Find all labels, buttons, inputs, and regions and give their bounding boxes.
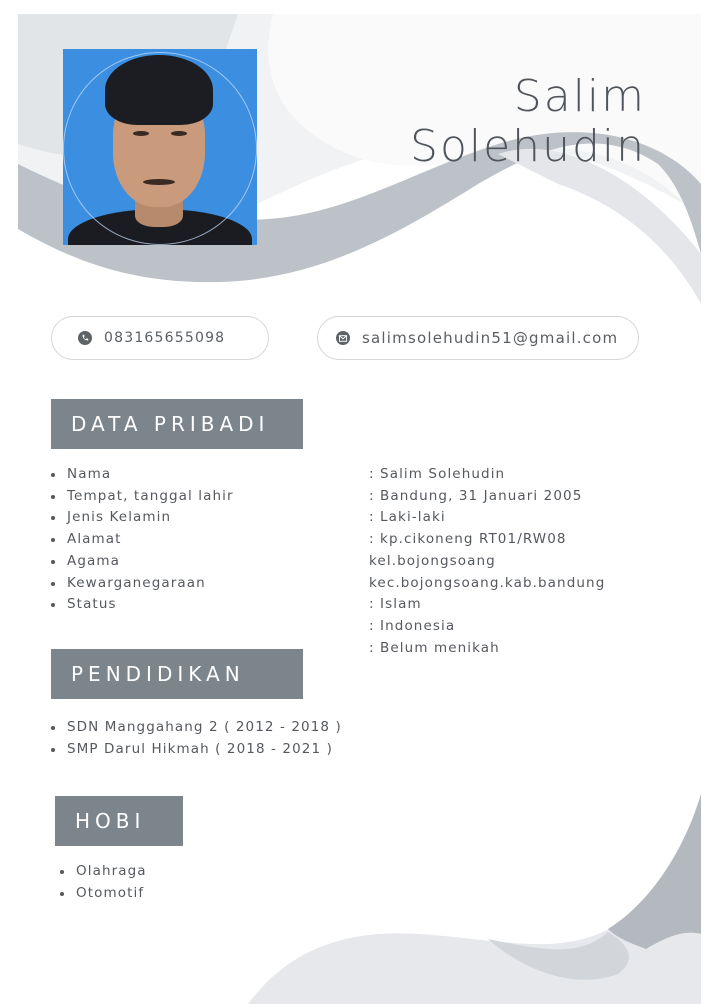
education-item: SDN Manggahang 2 ( 2012 - 2018 ) [51,717,342,739]
photo-oval-guide [63,52,257,245]
hobby-list [60,861,147,904]
personal-data-labels [51,464,234,616]
full-name [410,72,646,172]
phone-icon [78,331,92,345]
phone-contact [51,316,269,360]
email-address: salimsolehudin51@gmail.com [362,329,619,347]
value-ttl: : Bandung, 31 Januari 2005 [369,487,583,504]
label-alamat: Alamat [51,529,234,551]
personal-data-values [369,464,605,659]
label-nama: Nama [51,464,234,486]
label-jenis-kelamin: Jenis Kelamin [51,507,234,529]
value-alamat-line2: kel.bojongsoang [369,552,496,569]
value-alamat-line3: kec.bojongsoang.kab.bandung [369,574,606,591]
email-contact [317,316,639,360]
label-status: Status [51,594,234,616]
value-agama: : Islam [369,596,422,613]
label-ttl: Tempat, tanggal lahir [51,486,234,508]
education-item: SMP Darul Hikmah ( 2018 - 2021 ) [51,739,342,761]
value-jenis-kelamin: : Laki-laki [369,509,446,526]
cv-page [18,14,701,1004]
hobby-item: Olahraga [60,861,147,883]
value-nama: : Salim Solehudin [369,466,506,482]
section-title-data-pribadi: DATA PRIBADI [51,399,303,449]
section-title-hobi: HOBI [55,796,183,846]
value-alamat-line1: : kp.cikoneng RT01/RW08 [369,531,567,548]
hobby-item: Otomotif [60,883,147,905]
value-status: : Belum menikah [369,639,500,656]
value-kewarganegaraan: : Indonesia [369,617,456,634]
label-agama: Agama [51,551,234,573]
label-kewarganegaraan: Kewarganegaraan [51,573,234,595]
last-name: Solehudin [410,121,646,172]
section-title-pendidikan: PENDIDIKAN [51,649,303,699]
mail-icon [336,331,350,345]
profile-photo [63,49,257,245]
phone-number: 083165655098 [104,330,226,346]
education-list [51,717,342,760]
first-name: Salim [513,71,646,122]
